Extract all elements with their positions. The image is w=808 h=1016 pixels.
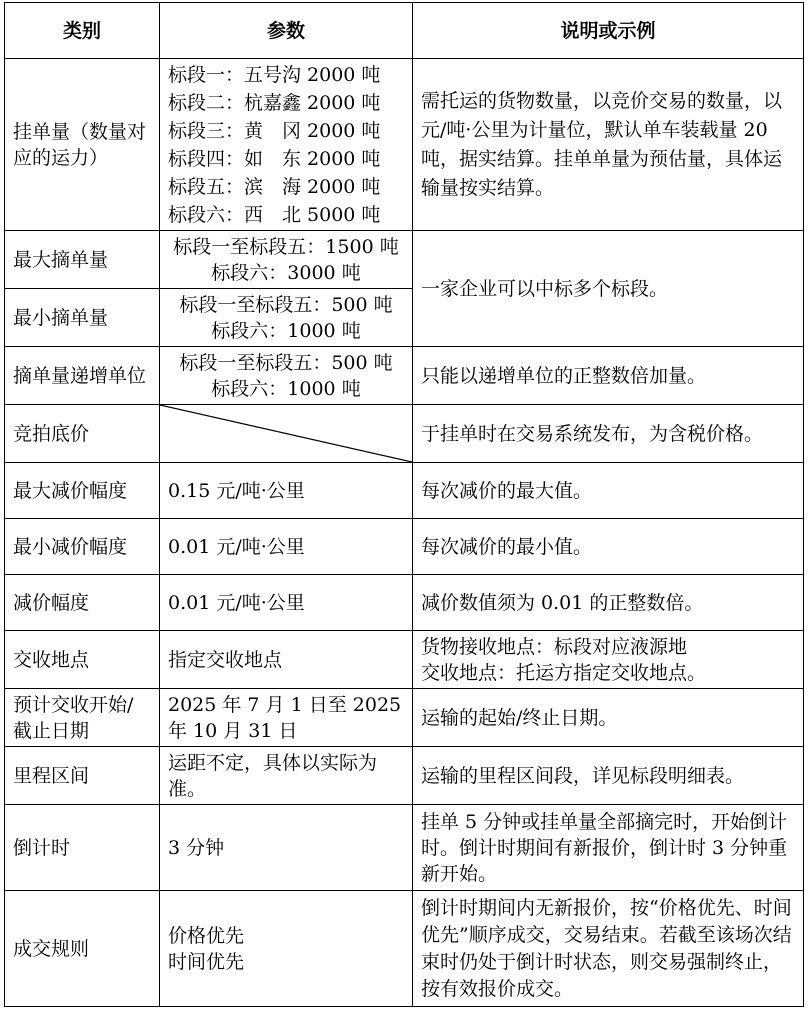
param-line: 标段五：滨 海 2000 吨 <box>168 175 381 198</box>
header-param: 参数 <box>160 3 413 59</box>
param-cell: 0.01 元/吨·公里 <box>160 575 413 631</box>
category-cell: 预计交收开始/截止日期 <box>5 689 160 747</box>
param-line: 标段六：西 北 5000 吨 <box>168 203 381 226</box>
category-cell: 交收地点 <box>5 631 160 689</box>
param-cell <box>160 891 413 1007</box>
bidding-parameters-table <box>4 2 804 1007</box>
param-line: 标段二：杭嘉鑫 2000 吨 <box>168 91 381 114</box>
table-row <box>5 631 804 689</box>
param-cell: 运距不定，具体以实际为准。 <box>160 747 413 805</box>
param-line: 标段六：1000 吨 <box>211 377 361 400</box>
desc-cell: 运输的里程区间段，详见标段明细表。 <box>413 747 804 805</box>
param-cell <box>160 289 413 347</box>
param-line: 标段六：3000 吨 <box>211 261 361 284</box>
param-line: 标段一至标段五：1500 吨 <box>173 235 399 258</box>
param-cell <box>160 347 413 405</box>
param-cell: 2025 年 7 月 1 日至 2025 年 10 月 31 日 <box>160 689 413 747</box>
category-cell: 最小摘单量 <box>5 289 160 347</box>
desc-cell: 减价数值须为 0.01 的正整数倍。 <box>413 575 804 631</box>
param-cell <box>160 231 413 289</box>
param-line: 时间优先 <box>168 950 245 973</box>
param-line: 标段一至标段五：500 吨 <box>179 351 393 374</box>
table-row <box>5 231 804 289</box>
table-row <box>5 405 804 463</box>
header-category: 类别 <box>5 3 160 59</box>
param-cell-empty <box>160 405 413 463</box>
table-row <box>5 463 804 519</box>
category-cell: 倒计时 <box>5 805 160 891</box>
desc-cell: 需托运的货物数量，以竞价交易的数量，以元/吨·公里为计量位，默认单车装载量 20 吨，据实结算。挂单单量为预估量，具体运输量按实结算。 <box>413 59 804 231</box>
param-line: 标段一至标段五：500 吨 <box>179 293 393 316</box>
desc-cell: 挂单 5 分钟或挂单量全部摘完时，开始倒计时。倒计时期间有新报价，倒计时 3 分钟重新开始。 <box>413 805 804 891</box>
table-row <box>5 805 804 891</box>
desc-cell: 每次减价的最大值。 <box>413 463 804 519</box>
desc-cell: 倒计时期间内无新报价，按“价格优先、时间优先”顺序成交，交易结束。若截至该场次结束时仍处于倒计时状态，则交易强制终止，按有效报价成交。 <box>413 891 804 1007</box>
category-cell: 摘单量递增单位 <box>5 347 160 405</box>
desc-cell: 运输的起始/终止日期。 <box>413 689 804 747</box>
param-line: 标段一：五号沟 2000 吨 <box>168 63 381 86</box>
table-row <box>5 689 804 747</box>
table-row <box>5 59 804 231</box>
category-cell: 减价幅度 <box>5 575 160 631</box>
param-cell <box>160 59 413 231</box>
table-row <box>5 347 804 405</box>
param-cell: 0.15 元/吨·公里 <box>160 463 413 519</box>
param-cell: 指定交收地点 <box>160 631 413 689</box>
category-cell: 最大减价幅度 <box>5 463 160 519</box>
table-row <box>5 747 804 805</box>
header-row <box>5 3 804 59</box>
param-cell: 0.01 元/吨·公里 <box>160 519 413 575</box>
param-line: 标段四：如 东 2000 吨 <box>168 147 381 170</box>
category-cell: 挂单量（数量对应的运力） <box>5 59 160 231</box>
desc-cell: 于挂单时在交易系统发布，为含税价格。 <box>413 405 804 463</box>
desc-cell: 一家企业可以中标多个标段。 <box>413 231 804 347</box>
category-cell: 成交规则 <box>5 891 160 1007</box>
param-line: 价格优先 <box>168 924 245 947</box>
category-cell: 最大摘单量 <box>5 231 160 289</box>
table-row <box>5 891 804 1007</box>
desc-line: 货物接收地点：标段对应液源地 <box>421 635 688 658</box>
desc-cell: 只能以递增单位的正整数倍加量。 <box>413 347 804 405</box>
desc-line: 交收地点：托运方指定交收地点。 <box>421 661 707 684</box>
param-line: 标段六：1000 吨 <box>211 319 361 342</box>
param-cell: 3 分钟 <box>160 805 413 891</box>
table-row <box>5 519 804 575</box>
category-cell: 竞拍底价 <box>5 405 160 463</box>
header-desc: 说明或示例 <box>413 3 804 59</box>
category-cell: 最小减价幅度 <box>5 519 160 575</box>
desc-cell: 每次减价的最小值。 <box>413 519 804 575</box>
desc-cell <box>413 631 804 689</box>
param-line: 标段三：黄 冈 2000 吨 <box>168 119 381 142</box>
category-cell: 里程区间 <box>5 747 160 805</box>
diagonal-slash <box>160 405 412 462</box>
table-row <box>5 575 804 631</box>
